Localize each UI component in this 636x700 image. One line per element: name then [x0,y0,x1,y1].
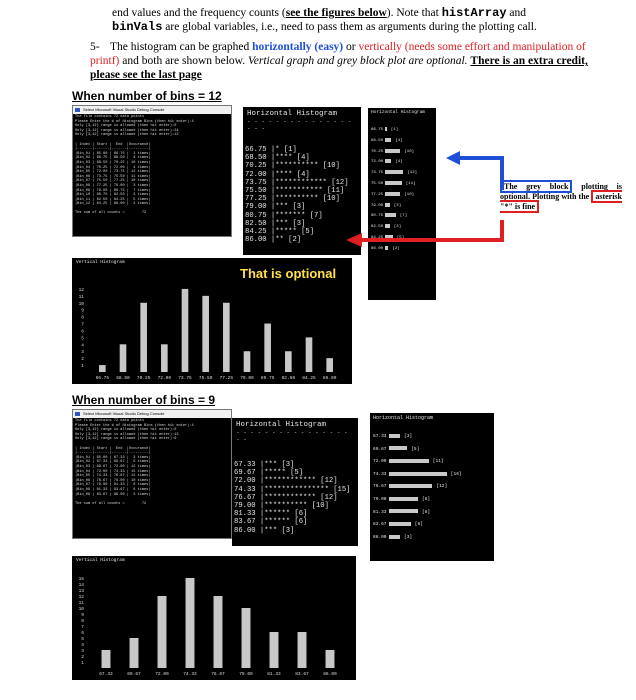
grey-bar [385,138,391,142]
console-line: Only [3,12] range is allowed (then hit enter):12 [75,133,179,138]
grey-row-label: 81.33 [373,509,390,515]
hist-row: 70.25 |********** [10] [245,162,340,171]
console-line: |Bin_08 | 81.33 | 83.67 | 6 times| [75,487,151,492]
grey-bar [389,535,400,539]
bar [223,303,230,372]
grey-row-label: 72.00 [371,160,386,165]
x-tick-label: 74.33 [183,672,197,677]
bar [130,638,139,668]
grey-row-count: [5] [411,446,420,452]
intro-text-end: ). Note that [386,7,442,19]
x-tick-label: 86.00 [322,376,337,381]
grey-bar [389,497,418,501]
x-tick-label: 72.00 [157,376,172,381]
grey-row [371,125,436,136]
grey-row [371,136,436,147]
console-title: Select Microsoft Visual Studio Debug Console [73,106,231,114]
console-line: The file contains 72 data points [75,115,145,119]
grey-row-label: 86.00 [371,246,386,251]
grey-row-count: [4] [395,160,403,165]
console-line: Only [3,12] range is allowed (then hit enter):0 [75,428,177,433]
y-tick-label: 6 [81,631,84,636]
console-line: |Bin_11 | 82.50 | 84.25 | 5 times| [75,197,151,202]
grey-row-count: [1] [390,128,399,132]
console-line: |Bin_01 | 65.00 | 66.75 | 1 times| [75,151,151,156]
console-window-12 [72,105,232,237]
y-tick-label: 4 [81,343,84,349]
callout-note [500,182,622,227]
grey-row-count: [2] [392,246,400,251]
grey-row-label: 75.50 [371,181,386,186]
grey-row-label: 74.33 [373,471,390,477]
console-window-9 [72,409,232,539]
grey-bar [385,127,387,131]
grey-row-count: [12] [407,171,418,176]
x-tick-label: 70.25 [136,376,151,381]
y-tick-label: 12 [78,595,84,600]
y-tick-label: 1 [81,364,84,370]
heading-12-bins: When number of bins = 12 [72,89,222,103]
optional-label: That is optional [240,266,337,281]
grey-histogram-9 [370,413,494,561]
y-tick-label: 9 [81,308,84,314]
x-tick-label: 76.67 [211,672,225,677]
grey-row-label: 72.00 [373,459,390,465]
grey-row-count: [11] [405,181,416,186]
grey-row-label: 69.67 [373,446,390,452]
hist-row: 69.67 |***** [5] [234,469,304,478]
grey-row-count: [16] [450,471,462,477]
bar [102,650,111,668]
y-tick-label: 6 [81,329,84,335]
x-tick-label: 79.00 [239,672,253,677]
grey-bar [389,472,447,476]
blue-arrow-line [458,158,502,190]
grey-row-label: 80.75 [371,214,386,219]
x-tick-label: 83.67 [295,672,309,677]
grey-row-label: 79.00 [371,203,386,208]
console-line: |Bin_09 | 79.00 | 80.75 | 7 times| [75,188,151,193]
grey-row-count: [3] [393,203,402,208]
console-line: The sum of all counts = 72 [75,211,147,216]
grey-bar [389,459,429,463]
intro-text: end values and the frequency counts ( [112,7,286,19]
vert-chart [72,276,352,384]
y-tick-label: 2 [81,357,84,363]
bar [326,650,335,668]
horizontal-histogram-9 [232,418,358,546]
hist-title: Horizontal Histogram [247,110,338,118]
bar [99,365,106,372]
bar [120,344,127,372]
grey-row-count: [7] [399,214,408,219]
y-tick-label: 13 [78,589,84,594]
y-tick-label: 8 [81,619,84,624]
grey-row-label: 86.00 [373,534,390,540]
bar [158,596,167,668]
hist-row: 79.00 |*** [3] [245,203,306,212]
console-line: |Bin_03 | 68.50 | 70.25 | 10 times| [75,160,151,165]
red-arrow-head [346,233,362,247]
console-line: |Bin_07 | 75.50 | 77.25 | 10 times| [75,179,151,184]
hist-row: 86.00 |*** [3] [234,526,295,535]
hist-row: 72.00 |************ [12] [234,477,338,486]
hist-row: 67.33 |*** [3] [234,461,295,469]
x-tick-label: 66.75 [95,376,110,381]
grey-title: Horizontal Histogram [371,110,426,115]
vertical-histogram-9 [72,556,356,680]
item-number: 5- [90,41,100,53]
y-tick-label: 11 [78,294,84,300]
y-tick-label: 5 [81,336,84,342]
intro-text-2: are global variables, i.e., need to pass them as arguments during the plotting call. [162,21,537,33]
grey-row-label: 70.25 [371,149,386,154]
grey-row-label: 66.75 [371,128,386,132]
grey-row [373,469,494,482]
console-line: Only [3,12] range is allowed (then hit enter):0 [75,124,177,129]
grey-row [373,507,494,520]
hist-rows [232,443,358,535]
hist-row: 83.67 |****** [6] [234,518,308,527]
console-line: |Bin_04 | 70.25 | 72.00 | 4 times| [75,165,151,170]
y-tick-label: 10 [78,607,84,612]
extra-credit-text: There is an extra credit, please see the last page [90,55,588,81]
y-tick-label: 1 [81,661,84,666]
grey-row-count: [3] [393,225,402,230]
callout-red-box: asterisk "*" is fine [500,192,622,211]
callout-mid: plotting is optional. Plotting with the [500,182,622,201]
callout-arrows [340,150,510,250]
intro-and: and [506,7,526,19]
grey-row-count: [3] [404,534,413,540]
x-tick-label: 77.25 [219,376,234,381]
blue-arrow-head [446,151,460,165]
callout-blue-box: The grey block [500,180,572,193]
console-line: The file contains 72 data points [75,419,145,423]
optional-text: Vertical graph and grey block plot are optional. [248,55,468,67]
hist-row: 73.75 |************ [12] [245,178,349,187]
bar [202,296,209,372]
x-tick-label: 73.75 [178,376,192,381]
bar [285,351,292,372]
grey-row-count: [8] [422,509,431,515]
y-tick-label: 8 [81,315,84,321]
bar [161,344,168,372]
grey-row-count: [10] [404,192,415,197]
bar [244,351,251,372]
grey-row [373,444,494,457]
console-line: Please Enter the # of Histogram Bins (then hit enter):4 [75,119,194,124]
bar [242,608,251,668]
y-tick-label: 12 [78,287,84,293]
bar [326,358,333,372]
console-line: |Bin_05 | 74.33 | 76.67 | 12 times| [75,474,151,479]
x-tick-label: 68.50 [116,376,130,381]
x-tick-label: 69.67 [127,672,141,677]
x-tick-label: 80.75 [260,376,275,381]
item-text-1: The histogram can be graphed [110,41,253,53]
bar [182,289,189,372]
intro-paragraph [112,6,612,34]
hist-title: Horizontal Histogram [236,421,327,429]
console-line: |Bin_04 | 72.00 | 74.33 | 15 times| [75,469,151,474]
console-line: Please Enter the # of Histogram Bins (then hit enter):4 [75,423,194,428]
grey-row [373,431,494,444]
vertical-text: vertically (needs some effort and manipulation of printf) [90,41,586,67]
console-line: Only [3,12] range is allowed (then hit enter):9 [75,437,177,442]
console-line: |Bin_06 | 73.75 | 75.50 | 11 times| [75,174,151,179]
item-text-2: and both are shown below. [119,55,248,67]
console-line: |Bin_08 | 77.25 | 79.00 | 3 times| [75,183,151,188]
x-tick-label: 72.00 [155,672,169,677]
grey-row [373,494,494,507]
y-tick-label: 10 [78,301,84,307]
item-5 [90,40,612,82]
console-line: | Index | Start | End |Occurance| [75,446,151,451]
grey-row-label: 73.75 [371,171,386,176]
hist-divider: - - - - - - - - - - - - - - - - - - [247,118,352,132]
vertical-histogram-12 [72,258,352,384]
vert-title: Vertical Histogram [76,260,125,265]
grey-row [373,456,494,469]
grey-row-label: 82.50 [371,225,386,230]
bar [186,578,195,668]
bar [270,632,279,668]
grey-row-count: [6] [414,522,423,528]
figures-link: see the figures below [285,7,387,19]
grey-row [373,481,494,494]
hist-row: 77.25 |********** [10] [245,195,340,204]
y-tick-label: 9 [81,613,84,618]
console-line: |-------|-------|-------|---------| [75,451,151,456]
grey-row [373,532,494,545]
console-line: |Bin_03 | 69.67 | 72.00 | 12 times| [75,464,151,469]
grey-row-count: [10] [404,149,415,154]
grey-row-label: 77.25 [371,192,386,197]
x-tick-label: 86.00 [323,672,337,677]
grey-row-label: 76.67 [373,484,390,490]
code-histarray: histArray [441,6,507,20]
console-line: | Index | Start | End |Occurance| [75,142,151,147]
console-line: |Bin_07 | 79.00 | 81.33 | 6 times| [75,483,151,488]
y-tick-label: 3 [81,649,84,654]
console-line: Only [3,12] range is allowed (then hit enter):13 [75,432,179,437]
console-line: Only [3,12] range is allowed (then hit enter):24 [75,128,179,133]
grey-bar [389,434,400,438]
y-tick-label: 3 [81,350,84,356]
console-line: |Bin_10 | 80.75 | 82.50 | 3 times| [75,193,151,198]
y-tick-label: 15 [78,577,84,582]
grey-bar [389,446,407,450]
y-tick-label: 14 [78,583,84,588]
console-line: |Bin_02 | 66.75 | 68.50 | 4 times| [75,156,151,161]
heading-9-bins: When number of bins = 9 [72,393,216,407]
hist-row: 76.67 |************ [12] [234,493,338,502]
x-tick-label: 81.33 [267,672,281,677]
grey-row-count: [11] [432,459,444,465]
console-line: |Bin_12 | 84.25 | 86.00 | 2 times| [75,202,151,207]
hist-row: 74.33 |*************** [15] [234,485,351,494]
hist-row: 68.50 |**** [4] [245,154,310,163]
x-tick-label: 75.50 [198,376,213,381]
grey-row-count: [12] [436,484,448,490]
grey-bar [389,484,432,488]
or-text: or [343,41,359,53]
console-line: |Bin_01 | 65.00 | 67.33 | 3 times| [75,455,151,460]
grey-row-count: [4] [395,138,403,143]
bar [140,303,147,372]
hist-row: 75.50 |*********** [11] [245,187,345,196]
hist-row: 66.75 |* [1] [245,146,297,154]
hist-row: 84.25 |***** [5] [245,228,315,237]
y-tick-label: 7 [81,625,84,630]
y-tick-label: 2 [81,655,84,660]
x-tick-label: 84.25 [302,376,316,381]
console-line: |Bin_06 | 76.67 | 79.00 | 10 times| [75,478,151,483]
grey-row [373,519,494,532]
hist-row: 79.00 |********** [10] [234,502,329,511]
hist-divider: - - - - - - - - - - - - - - - - - - [236,429,348,443]
grey-rows [370,423,494,544]
bar [306,337,313,372]
red-arrow-line [362,220,502,240]
grey-row-count: [8] [422,496,431,502]
x-tick-label: 79.00 [240,376,254,381]
grey-title: Horizontal Histogram [373,415,434,421]
y-tick-label: 5 [81,637,84,642]
console-line: |Bin_05 | 72.00 | 73.75 | 12 times| [75,170,151,175]
hist-row: 80.75 |******* [7] [245,211,323,220]
x-tick-label: 82.50 [281,376,296,381]
vert-title: Vertical Histogram [76,558,125,563]
console-line: |Bin_09 | 83.67 | 86.00 | 3 times| [75,492,151,497]
y-tick-label: 4 [81,643,84,648]
hist-row: 81.33 |****** [6] [234,510,308,519]
grey-row-label: 68.50 [371,138,386,143]
console-output [73,114,231,217]
horizontal-text: horizontally (easy) [252,41,344,53]
hist-row: 86.00 |** [2] [245,236,302,245]
grey-row-count: [5] [396,235,405,240]
hist-row: 82.50 |*** [3] [245,219,306,228]
bar [214,596,223,668]
console-title: Select Microsoft Visual Studio Debug Console [73,410,231,418]
x-tick-label: 67.33 [99,672,113,677]
grey-row-label: 83.67 [373,522,390,528]
console-output [73,418,231,507]
console-line: The sum of all counts = 72 [75,501,147,506]
hist-row: 72.00 |**** [4] [245,170,310,179]
grey-row-label: 79.00 [373,496,390,502]
code-binvals: binVals [112,20,163,34]
grey-row-label: 84.25 [371,235,386,240]
console-line: |Bin_02 | 67.33 | 69.67 | 5 times| [75,460,151,465]
bar [298,632,307,668]
console-line: |-------|-------|-------|---------| [75,147,151,152]
grey-bar [389,509,418,513]
y-tick-label: 11 [78,601,84,606]
bar [264,324,271,372]
grey-row-count: [3] [404,434,413,439]
grey-row-label: 67.33 [373,434,390,439]
y-tick-label: 7 [81,322,84,328]
vert-chart [72,566,356,680]
callout-text [500,182,622,212]
grey-bar [389,522,411,526]
